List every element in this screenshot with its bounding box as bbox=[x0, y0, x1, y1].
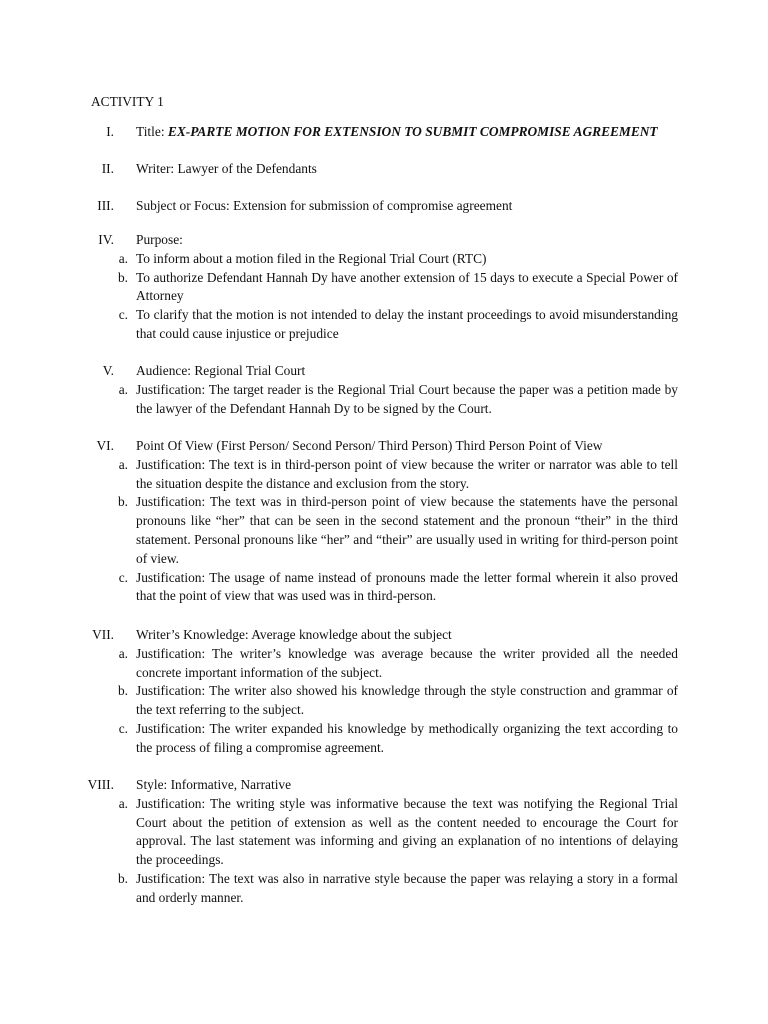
list-item bbox=[118, 569, 678, 607]
section-number: VII. bbox=[92, 627, 114, 642]
section-number: III. bbox=[97, 198, 114, 213]
section-heading: Writer: Lawyer of the Defendants bbox=[136, 161, 317, 176]
section-number: V. bbox=[102, 363, 114, 378]
item-text: To clarify that the motion is not intended to delay the instant proceedings to avoid misunderstanding that could cause injustice or prejudice bbox=[136, 307, 678, 341]
section-number: II. bbox=[101, 161, 114, 176]
section-heading: Point Of View (First Person/ Second Person/ Third Person) Third Person Point of View bbox=[136, 438, 603, 453]
section-heading bbox=[136, 123, 678, 142]
item-text: To authorize Defendant Hannah Dy have another extension of 15 days to execute a Special Power of Attorney bbox=[136, 269, 678, 304]
item-letter: c. bbox=[118, 307, 128, 323]
section-number: I. bbox=[106, 124, 114, 139]
item-text: Justification: The usage of name instead of pronouns made the letter formal wherein it also proved that the point of view that was used was in third-person. bbox=[136, 569, 678, 604]
item-letter: c. bbox=[118, 569, 128, 585]
item-letter: a. bbox=[118, 795, 128, 811]
section-heading: Audience: Regional Trial Court bbox=[136, 363, 306, 378]
list-item bbox=[118, 381, 678, 419]
item-letter: b. bbox=[117, 494, 128, 510]
item-text: Justification: The text was also in narrative style because the paper was relaying a story in a formal and orderly manner. bbox=[136, 870, 678, 905]
list-item bbox=[118, 250, 678, 269]
section-heading: Purpose: bbox=[136, 232, 183, 247]
list-item bbox=[117, 269, 678, 307]
section-heading: Style: Informative, Narrative bbox=[136, 777, 292, 792]
section-number: VI. bbox=[96, 438, 114, 453]
item-text: Justification: The text was in third-person point of view because the statements have the personal pronouns like “her” that can be seen in the second statement and the pronoun “their” in the third statement. Personal pronouns like “her” and “their” are usually used in writing for third-person point of view. bbox=[136, 494, 678, 566]
item-letter: a. bbox=[118, 381, 128, 397]
list-item bbox=[117, 682, 678, 720]
item-text: Justification: The writing style was informative because the text was notifying the Regional Trial Court about the petition of extension as well as the content needed to encourage the Court for approval. The last statement was informing and giving an explanation of no intentions of delaying the proceedings. bbox=[136, 795, 678, 868]
list-item bbox=[117, 493, 678, 568]
activity-heading: ACTIVITY 1 bbox=[91, 94, 164, 109]
item-letter: b. bbox=[117, 870, 128, 886]
list-item bbox=[118, 795, 678, 870]
item-letter: a. bbox=[118, 250, 128, 266]
list-item bbox=[118, 306, 678, 344]
item-letter: b. bbox=[117, 269, 128, 285]
title-label: Title: bbox=[136, 124, 168, 139]
item-text: Justification: The writer’s knowledge was average because the writer provided all the needed concrete important information of the subject. bbox=[136, 645, 678, 680]
list-item bbox=[118, 720, 678, 758]
section-number: IV. bbox=[98, 232, 114, 247]
item-text: Justification: The writer also showed his knowledge through the style construction and grammar of the text referring to the subject. bbox=[136, 683, 678, 718]
section-heading: Writer’s Knowledge: Average knowledge about the subject bbox=[136, 627, 452, 642]
list-item bbox=[118, 645, 678, 683]
item-letter: a. bbox=[118, 645, 128, 661]
section-number: VIII. bbox=[87, 777, 114, 792]
item-letter: c. bbox=[118, 720, 128, 736]
item-text: Justification: The writer expanded his knowledge by methodically organizing the text according to the process of filing a compromise agreement. bbox=[136, 720, 678, 755]
item-text: Justification: The target reader is the Regional Trial Court because the paper was a petition made by the lawyer of the Defendant Hannah Dy to be signed by the Court. bbox=[136, 381, 678, 416]
list-item bbox=[118, 456, 678, 494]
item-text: Justification: The text is in third-person point of view because the writer or narrator was able to tell the situation despite the distance and exclusion from the story. bbox=[136, 456, 678, 491]
item-letter: a. bbox=[118, 456, 128, 472]
item-text: To inform about a motion filed in the Regional Trial Court (RTC) bbox=[136, 250, 487, 266]
list-item bbox=[117, 870, 678, 908]
item-letter: b. bbox=[117, 683, 128, 699]
title-value: EX-PARTE MOTION FOR EXTENSION TO SUBMIT COMPROMISE AGREEMENT bbox=[167, 124, 658, 139]
section-heading: Subject or Focus: Extension for submission of compromise agreement bbox=[136, 198, 513, 213]
